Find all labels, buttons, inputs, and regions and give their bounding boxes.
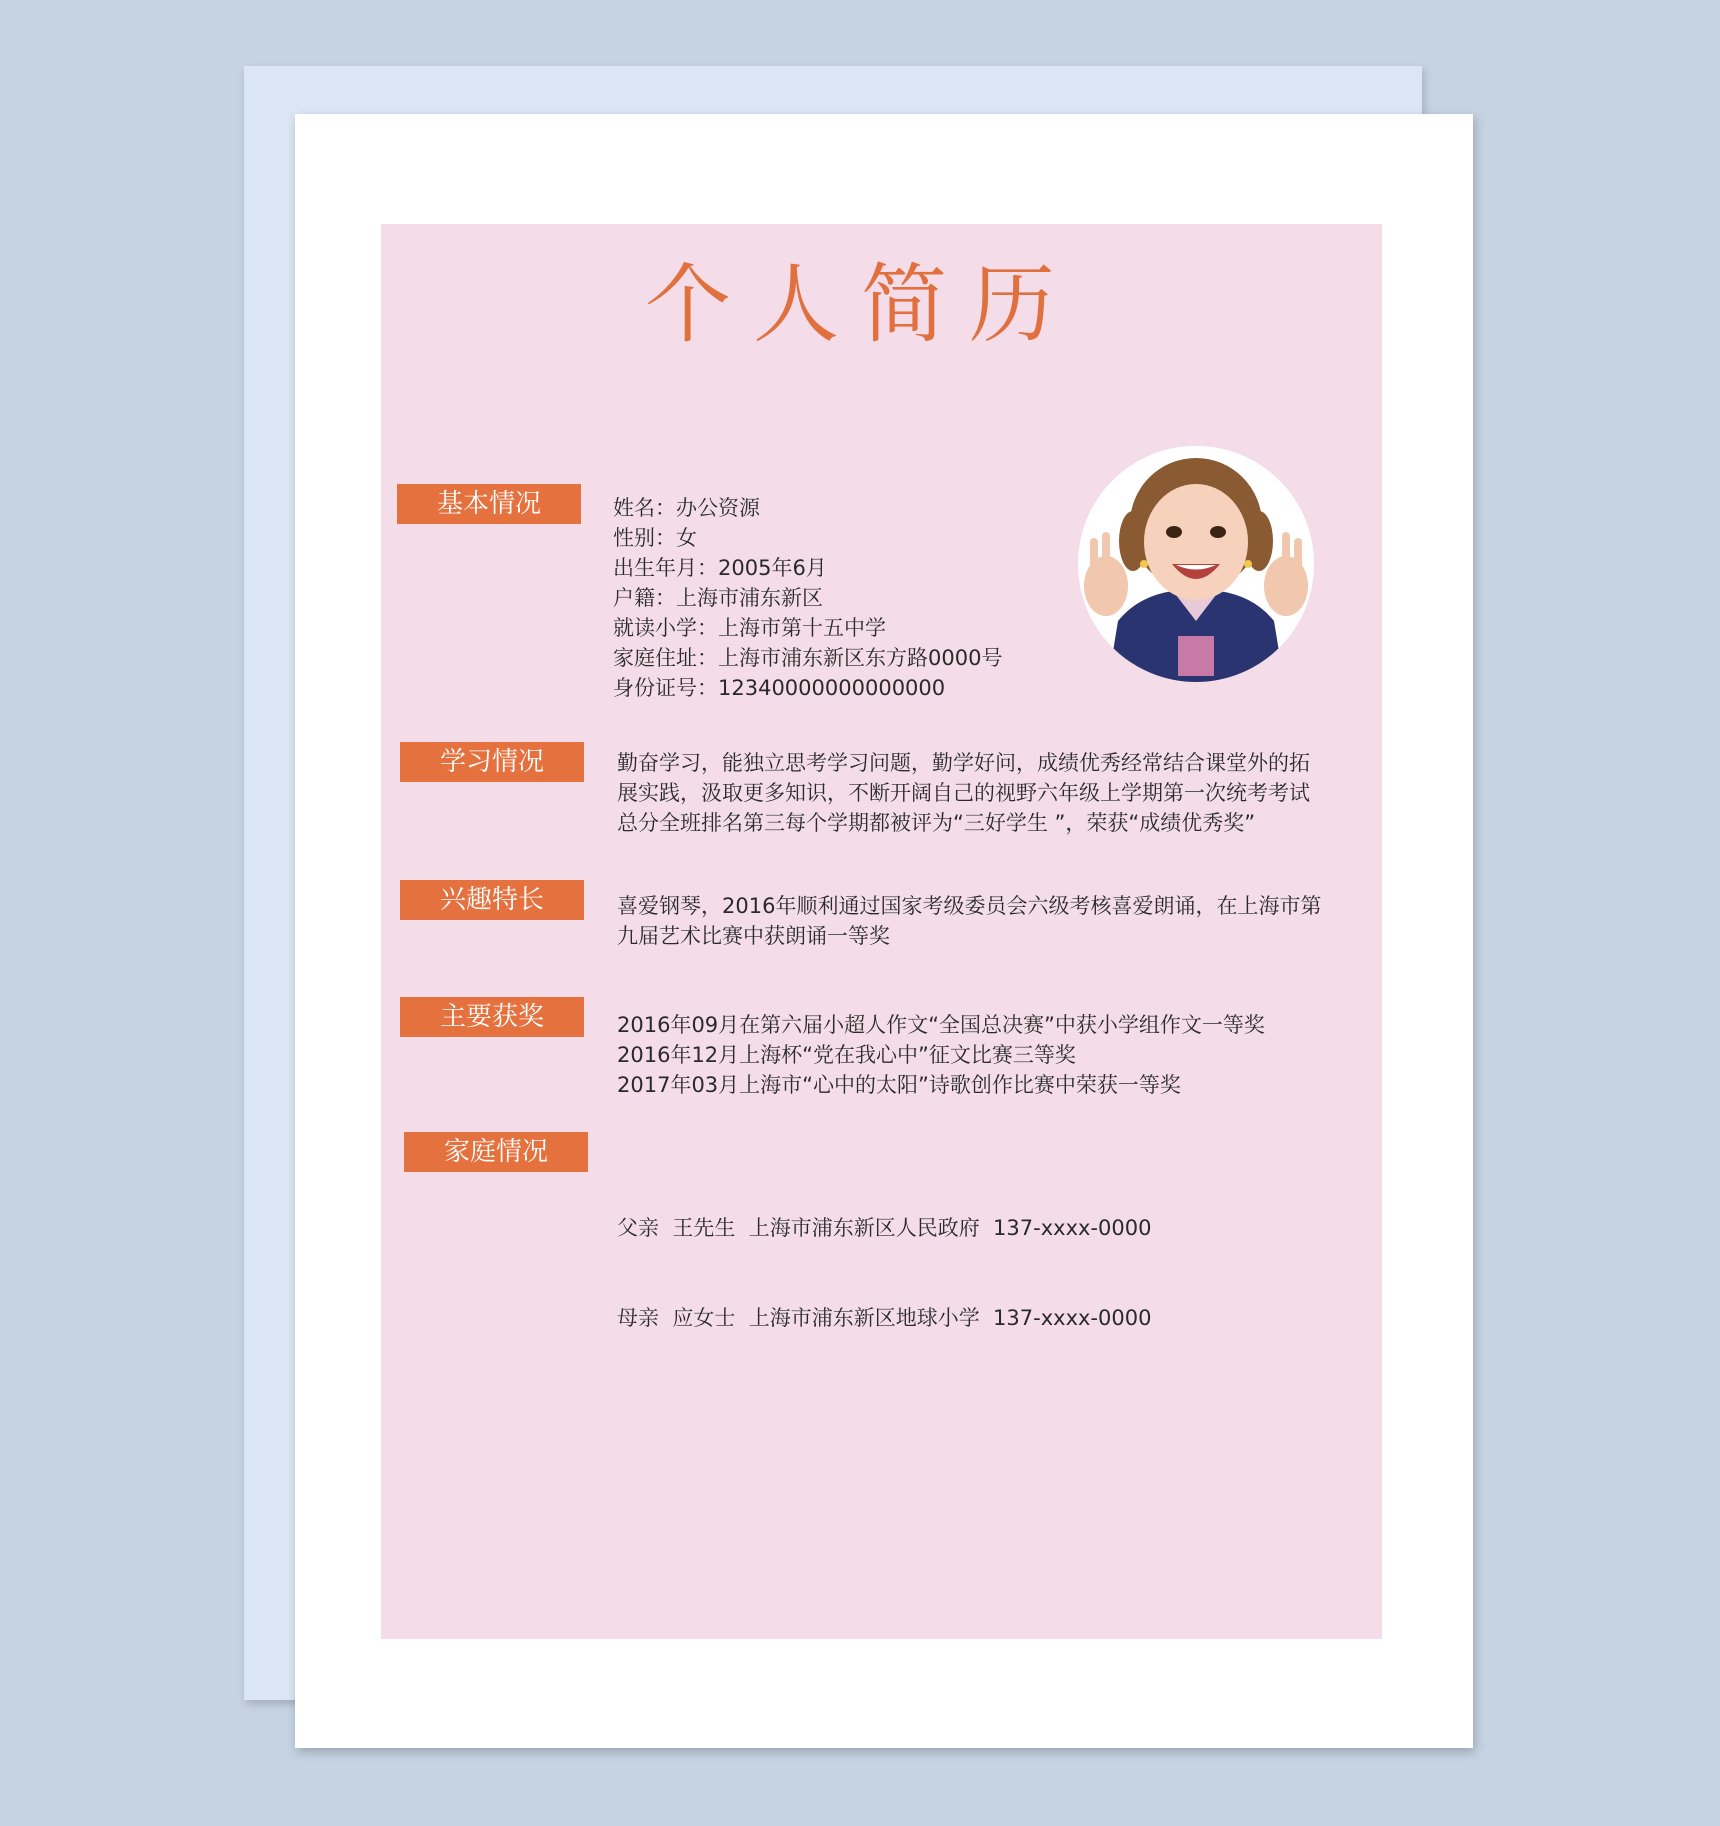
- basic-info-line: 就读小学：上海市第十五中学: [613, 616, 886, 640]
- section-label-study: 学习情况: [400, 742, 584, 782]
- hobby-line: 九届艺术比赛中获朗诵一等奖: [617, 924, 890, 948]
- study-line: 展实践，汲取更多知识，不断开阔自己的视野六年级上学期第一次统考考试: [617, 781, 1310, 805]
- basic-info-line: 姓名：办公资源: [613, 496, 760, 520]
- basic-info-block: [613, 493, 1002, 703]
- study-block: [617, 748, 1310, 838]
- section-label-basic: 基本情况: [397, 484, 581, 524]
- section-label-hobby: 兴趣特长: [400, 880, 584, 920]
- family-block: [617, 1153, 1151, 1363]
- section-label-family: 家庭情况: [404, 1132, 588, 1172]
- study-line: 勤奋学习，能独立思考学习问题，勤学好问，成绩优秀经常结合课堂外的拓: [617, 751, 1310, 775]
- resume-title: 个人简历: [645, 255, 1077, 355]
- awards-block: [617, 1010, 1265, 1100]
- award-line: 2016年09月在第六届小超人作文“全国总决赛”中获小学组作文一等奖: [617, 1013, 1265, 1037]
- basic-info-line: 身份证号：12340000000000000: [613, 676, 946, 700]
- study-line: 总分全班排名第三每个学期都被评为“三好学生 ”，荣获“成绩优秀奖”: [617, 811, 1256, 835]
- hobby-line: 喜爱钢琴，2016年顺利通过国家考级委员会六级考核喜爱朗诵，在上海市第: [617, 894, 1322, 918]
- section-label-awards: 主要获奖: [400, 997, 584, 1037]
- award-line: 2017年03月上海市“心中的太阳”诗歌创作比赛中荣获一等奖: [617, 1073, 1181, 1097]
- child-portrait-icon: [1078, 446, 1314, 682]
- profile-photo: [1078, 446, 1314, 682]
- award-line: 2016年12月上海杯“党在我心中”征文比赛三等奖: [617, 1043, 1076, 1067]
- basic-info-line: 性别：女: [613, 526, 697, 550]
- basic-info-line: 户籍：上海市浦东新区: [613, 586, 823, 610]
- family-line: 父亲 王先生 上海市浦东新区人民政府 137-xxxx-0000: [617, 1216, 1152, 1240]
- basic-info-line: 出生年月：2005年6月: [613, 556, 827, 580]
- hobby-block: [617, 891, 1321, 951]
- basic-info-line: 家庭住址：上海市浦东新区东方路0000号: [613, 646, 1003, 670]
- family-line: 母亲 应女士 上海市浦东新区地球小学 137-xxxx-0000: [617, 1306, 1152, 1330]
